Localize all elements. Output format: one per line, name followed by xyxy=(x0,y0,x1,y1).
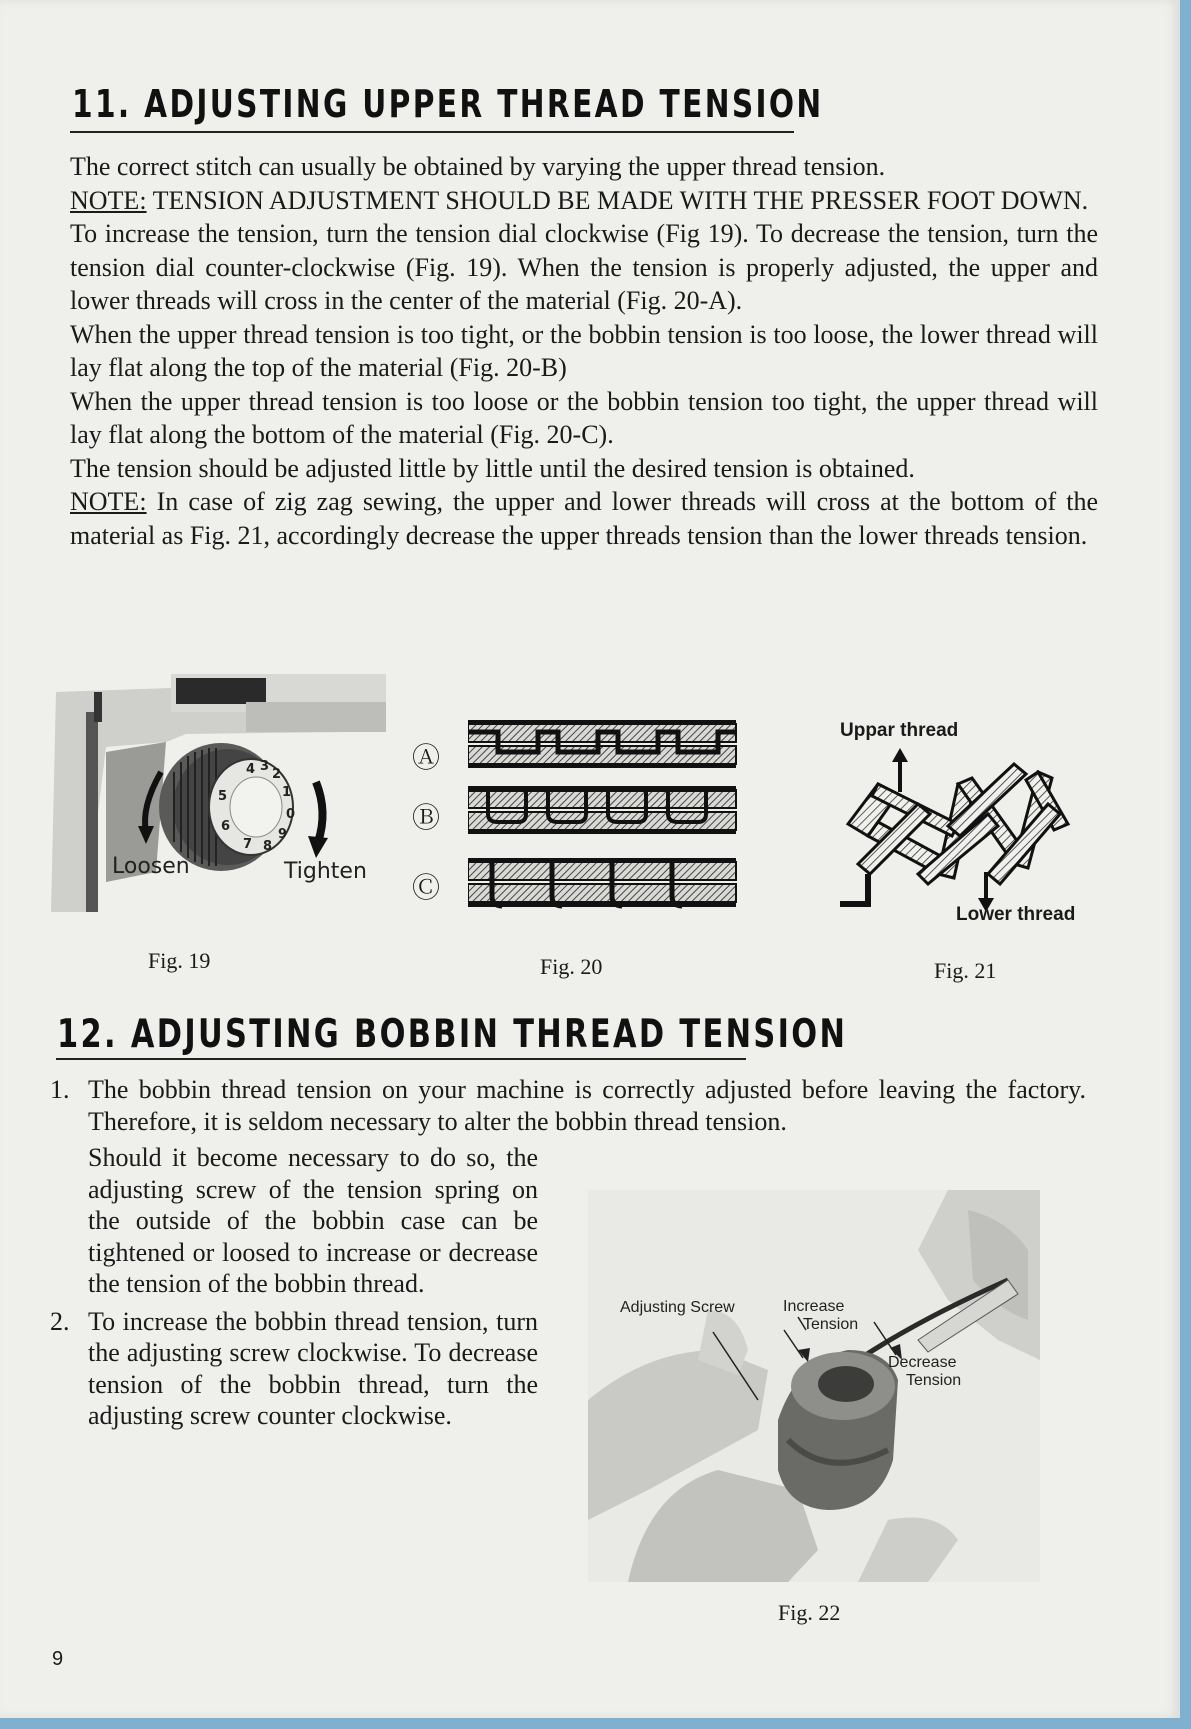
fig-19-tension-dial-illustration xyxy=(46,672,386,922)
list-number: 1. xyxy=(50,1075,70,1104)
section-12-list xyxy=(50,1074,1086,1137)
lower-thread-label: Lower thread xyxy=(956,904,1076,925)
tighten-label: Tighten xyxy=(284,859,367,884)
fig-20-stitch-diagram xyxy=(468,718,738,914)
fig-19-caption: Fig. 19 xyxy=(148,948,211,973)
svg-text:5: 5 xyxy=(218,789,228,804)
fig-20-label-a: Ⓐ xyxy=(412,742,441,773)
upper-thread-label: Uppar thread xyxy=(840,720,959,741)
svg-text:1: 1 xyxy=(282,785,292,800)
paragraph: The correct stitch can usually be obtained by varying the upper thread tension. xyxy=(70,152,886,181)
paragraph: The tension should be adjusted little by little until the desired tension is obtained. xyxy=(70,453,915,483)
fig-21-zigzag-diagram xyxy=(838,744,1078,924)
section-12-list-narrow xyxy=(50,1142,538,1432)
fig-22-caption: Fig. 22 xyxy=(778,1600,841,1625)
svg-text:8: 8 xyxy=(263,839,273,854)
list-item-text: Should it become necessary to do so, the adjusting screw of the tension spring on the outside of the bobbin case can be tightened or loosed to increase or decrease the tension of the bobbin thread. xyxy=(88,1143,538,1298)
increase-tension-label: Tension xyxy=(803,1316,859,1333)
svg-text:3: 3 xyxy=(260,759,270,774)
note-label: NOTE: xyxy=(70,487,147,516)
section-12-title: 12. ADJUSTING BOBBIN THREAD TENSION xyxy=(57,1012,848,1057)
note-text: In case of zig zag sewing, the upper and lower threads will cross at the bottom of the material as Fig. 21, accordingly decrease the upper threads tension than the lower threads tension. xyxy=(70,487,1098,550)
list-item-text: To increase the bobbin thread tension, turn the adjusting screw clockwise. To decrease tension of the bobbin thread, turn the adjusting screw counter clockwise. xyxy=(88,1306,538,1430)
svg-text:9: 9 xyxy=(278,827,288,842)
svg-text:4: 4 xyxy=(246,762,256,777)
section-11-underline xyxy=(70,131,794,133)
note-text: TENSION ADJUSTMENT SHOULD BE MADE WITH THE PRESSER FOOT DOWN. xyxy=(146,185,1089,215)
section-11-title: 11. ADJUSTING UPPER THREAD TENSION xyxy=(72,82,824,126)
note-paragraph xyxy=(70,184,1098,218)
list-item-2 xyxy=(50,1306,538,1432)
svg-text:6: 6 xyxy=(221,819,231,834)
note-label: NOTE: xyxy=(70,185,147,215)
section-12-underline xyxy=(56,1058,746,1060)
paragraph: When the upper thread tension is too loose or the bobbin tension too tight, the upper thread will lay flat along the bottom of the material (Fig. 20-C). xyxy=(70,386,1098,449)
fig-22-bobbin-case-photo xyxy=(588,1190,1040,1582)
note-paragraph xyxy=(70,485,1098,552)
paragraph: When the upper thread tension is too tight, or the bobbin tension is too loose, the lower thread will lay flat along the top of the material (Fig. 20-B) xyxy=(70,319,1098,382)
adjusting-screw-label: Adjusting Screw xyxy=(620,1299,735,1316)
svg-text:0: 0 xyxy=(286,807,296,822)
svg-text:7: 7 xyxy=(243,837,253,852)
list-item-1 xyxy=(50,1074,1086,1137)
list-item-1-continued xyxy=(50,1142,538,1300)
fig-20-caption: Fig. 20 xyxy=(540,954,603,979)
fig-21-caption: Fig. 21 xyxy=(934,958,997,983)
svg-text:2: 2 xyxy=(272,767,282,782)
paragraph: To increase the tension, turn the tension dial clockwise (Fig 19). To decrease the tension, turn the tension dial counter-clockwise (Fig. 19). When the tension is properly adjusted, the upper and lower threads will cross in the center of the material (Fig. 20-A). xyxy=(70,219,1098,315)
fig-20-label-b: Ⓑ xyxy=(412,802,441,833)
page-number: 9 xyxy=(52,1648,64,1670)
list-item-text: The bobbin thread tension on your machine is correctly adjusted before leaving the factory. Therefore, it is seldom necessary to alter the bobbin thread tension. xyxy=(88,1075,1086,1136)
decrease-tension-label: Tension xyxy=(906,1372,962,1389)
decrease-label: Decrease xyxy=(888,1354,957,1371)
loosen-label: Loosen xyxy=(112,854,190,879)
list-number: 2. xyxy=(50,1306,70,1336)
increase-label: Increase xyxy=(783,1298,845,1315)
section-11-body xyxy=(70,150,1098,552)
fig-20-label-c: Ⓒ xyxy=(412,872,441,903)
